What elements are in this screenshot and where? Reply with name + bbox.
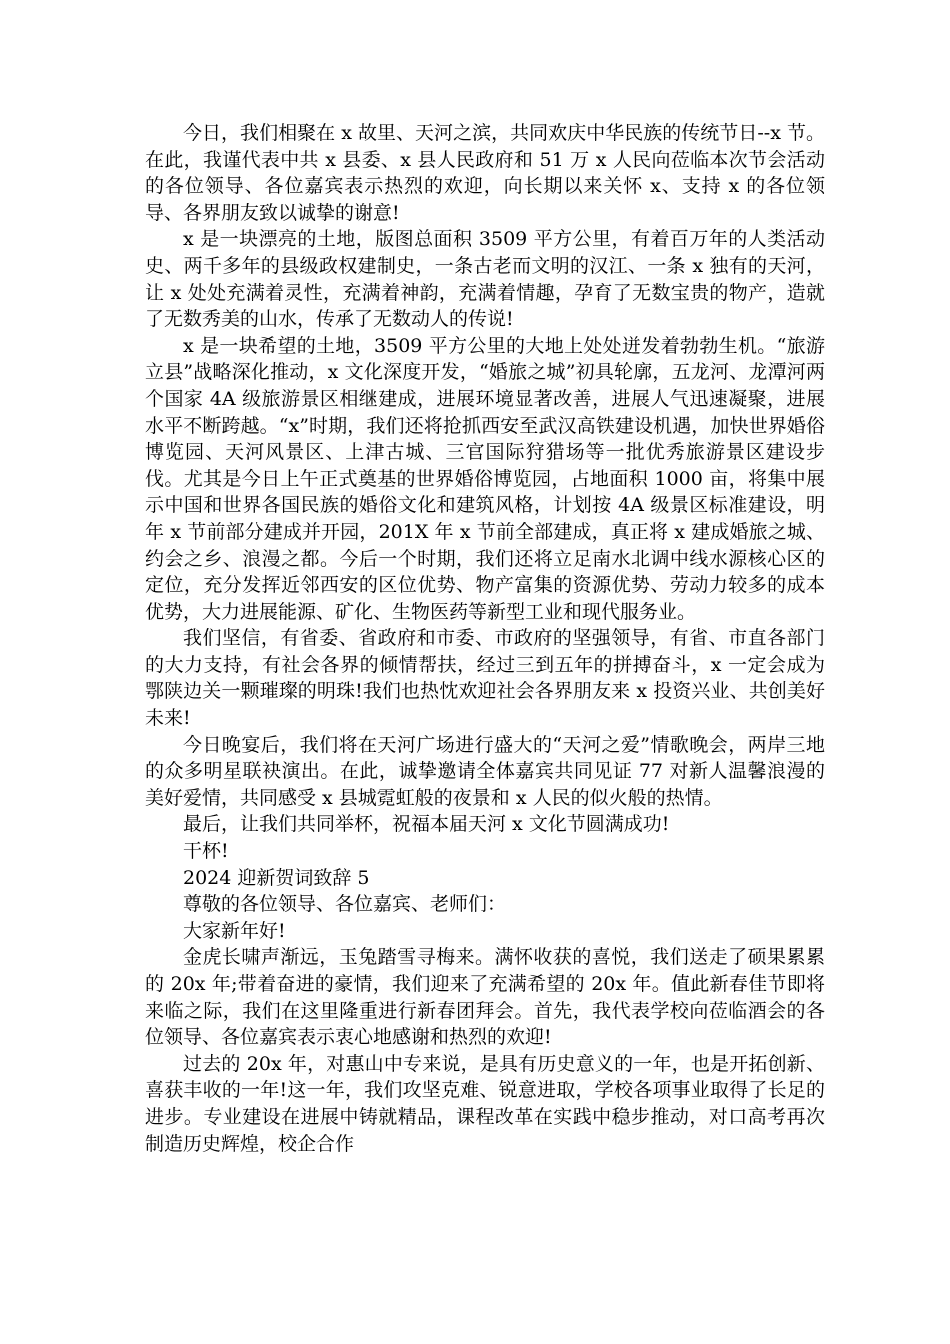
paragraph-12: 过去的 20x 年，对惠山中专来说，是具有历史意义的一年，也是开拓创新、喜获丰收的一年!这一年，我们攻坚克难、锐意进取，学校各项事业取得了长足的进步。专业建设在进展中铸就精品，课程改革在实践中稳步推动，对口高考再次制造历史辉煌，校企合作 bbox=[145, 1052, 825, 1155]
paragraph-5: 今日晚宴后，我们将在天河广场进行盛大的“天河之爱”情歌晚会，两岸三地的众多明星联袂演出。在此，诚挚邀请全体嘉宾共同见证 77 对新人温馨浪漫的美好爱情，共同感受 x 县城霓虹般的夜景和 x 人民的似火般的热情。 bbox=[145, 733, 825, 809]
section-heading: 2024 迎新贺词致辞 5 bbox=[183, 866, 370, 889]
greeting: 大家新年好! bbox=[183, 919, 286, 942]
salutation: 尊敬的各位领导、各位嘉宾、老师们： bbox=[183, 893, 507, 916]
paragraph-4: 我们坚信，有省委、省政府和市委、市政府的坚强领导，有省、市直各部门的大力支持，有社会各界的倾情帮扶，经过三到五年的拼搏奋斗，x 一定会成为鄂陕边关一颗璀璨的明珠!我们也热忱欢迎社会各界朋友来 x 投资兴业、共创美好未来! bbox=[145, 627, 825, 730]
paragraph-7: 干杯! bbox=[183, 840, 229, 863]
paragraph-3: x 是一块希望的土地，3509 平方公里的大地上处处迸发着勃勃生机。“旅游立县”战略深化推动，x 文化深度开发，“婚旅之城”初具轮廓，五龙河、龙潭河两个国家 4A 级旅游景区相继建成，进展环境显著改善，进展人气迅速凝聚，进展水平不断跨越。“x”时期，我们还将抢抓西安至武汉高铁建设机遇，加快世界婚俗博览园、天河风景区、上津古城、三官国际狩猎场等一批优秀旅游景区建设步伐。尤其是今日上午正式奠基的世界婚俗博览园，占地面积 1000 亩，将集中展示中国和世界各国民族的婚俗文化和建筑风格，计划按 4A 级景区标准建设，明年 x 节前部分建成并开园，201X 年 x 节前全部建成，真正将 x 建成婚旅之城、约会之乡、浪漫之都。今后一个时期，我们还将立足南水北调中线水源核心区的定位，充分发挥近邻西安的区位优势、物产富集的资源优势、劳动力较多的成本优势，大力进展能源、矿化、生物医药等新型工业和现代服务业。 bbox=[145, 334, 825, 623]
document-page bbox=[145, 120, 825, 1157]
paragraph-2: x 是一块漂亮的土地，版图总面积 3509 平方公里，有着百万年的人类活动史、两千多年的县级政权建制史，一条古老而文明的汉江、一条 x 独有的天河，让 x 处处充满着灵性，充满着神韵，充满着情趣，孕育了无数宝贵的物产，造就了无数秀美的山水，传承了无数动人的传说! bbox=[145, 228, 825, 331]
paragraph-1: 今日，我们相聚在 x 故里、天河之滨，共同欢庆中华民族的传统节日--x 节。在此，我谨代表中共 x 县委、x 县人民政府和 51 万 x 人民向莅临本次节会活动的各位领导、各位嘉宾表示热烈的欢迎，向长期以来关怀 x、支持 x 的各位领导、各界朋友致以诚挚的谢意! bbox=[145, 122, 825, 224]
paragraph-11: 金虎长啸声渐远，玉兔踏雪寻梅来。满怀收获的喜悦，我们送走了硕果累累的 20x 年;带着奋进的豪情，我们迎来了充满希望的 20x 年。值此新春佳节即将来临之际，我们在这里隆重进行新春团拜会。首先，我代表学校向莅临酒会的各位领导、各位嘉宾表示衷心地感谢和热烈的欢迎! bbox=[145, 946, 825, 1049]
paragraph-6: 最后，让我们共同举杯，祝福本届天河 x 文化节圆满成功! bbox=[183, 813, 670, 836]
